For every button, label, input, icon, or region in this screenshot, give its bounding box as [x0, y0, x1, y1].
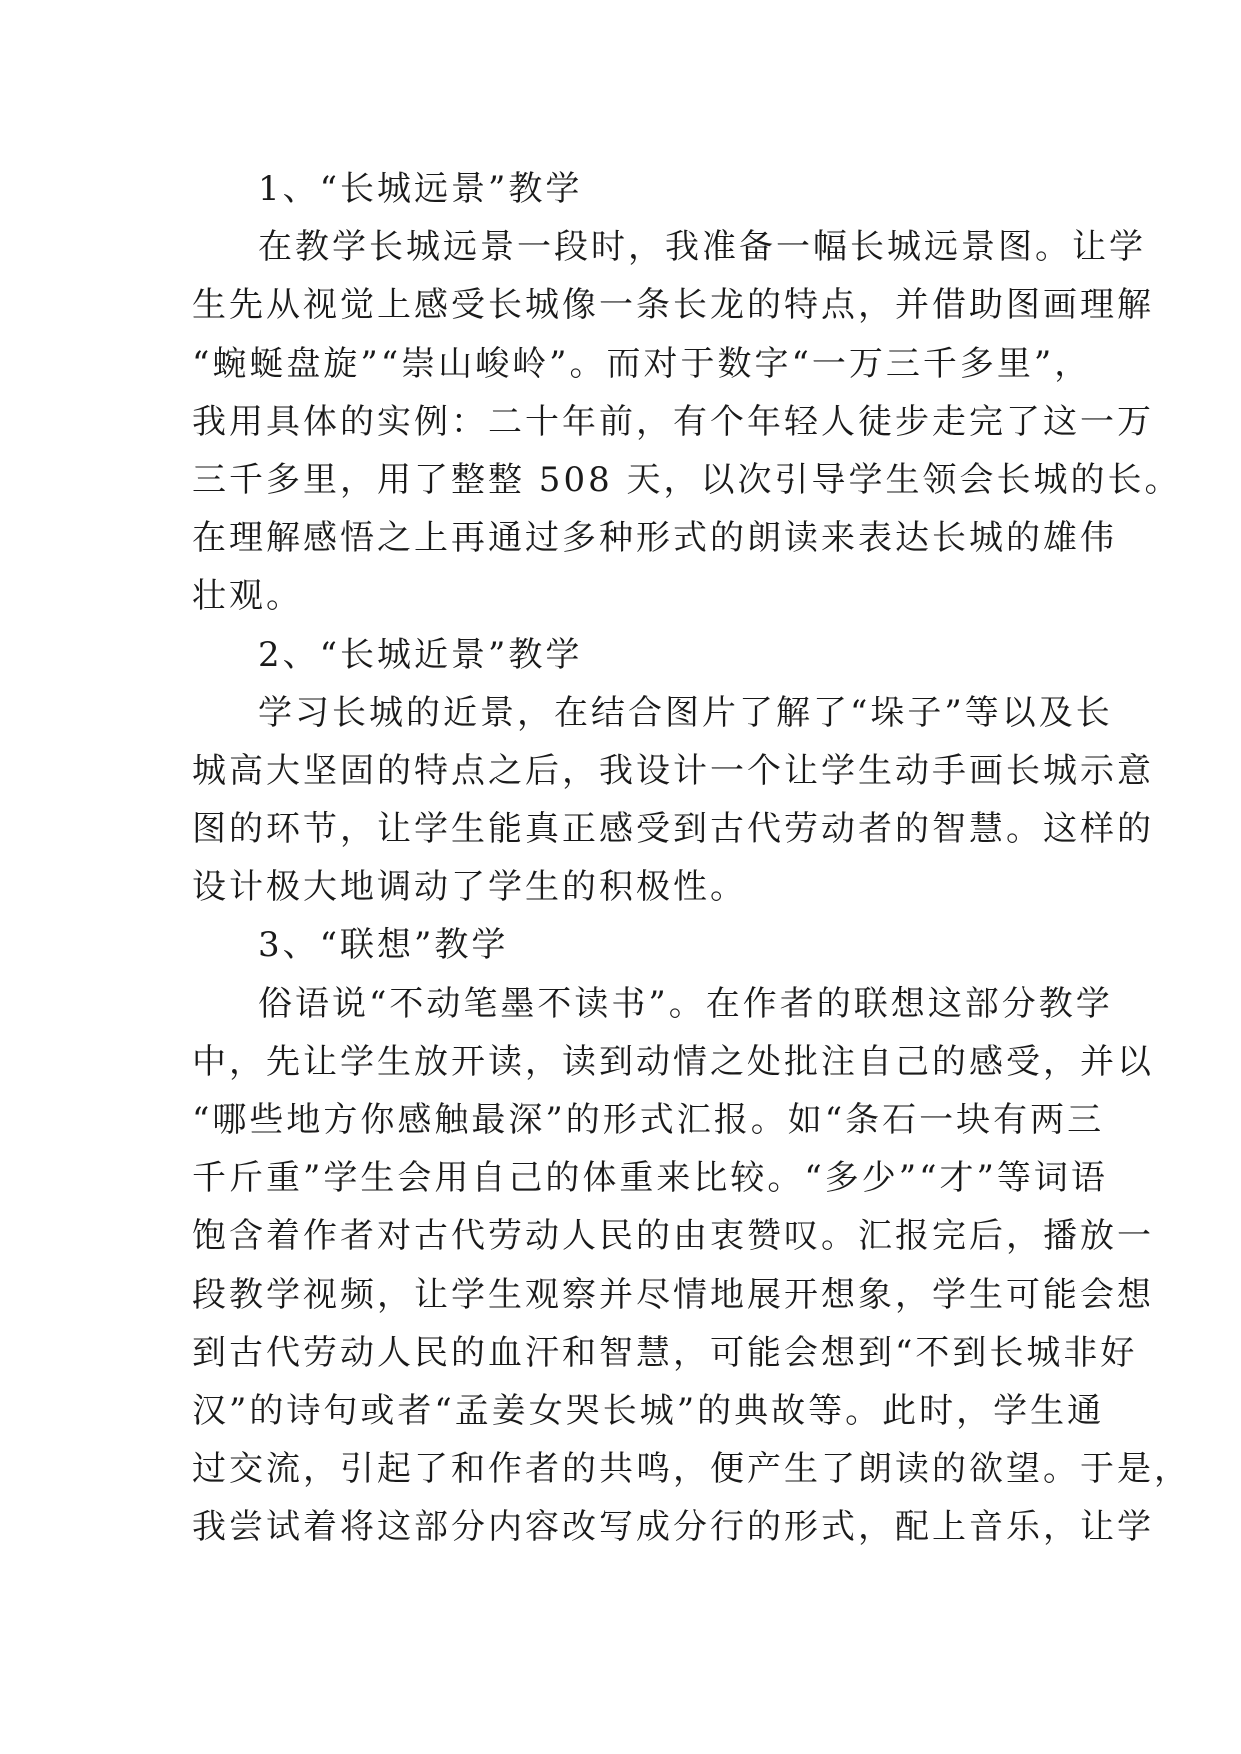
text-line: 汉”的诗句或者“孟姜女哭长城”的典故等。此时，学生通 — [192, 1390, 1105, 1431]
text-line: 2、“长城近景”教学 — [258, 634, 583, 675]
text-line: “哪些地方你感触最深”的形式汇报。如“条石一块有两三 — [192, 1100, 1105, 1140]
document-body — [192, 160, 1191, 1557]
text-line: 设计极大地调动了学生的积极性。 — [192, 867, 747, 908]
text-line: “蜿蜒盘旋”“崇山峻岭”。而对于数字“一万三千多里”， — [192, 343, 1092, 384]
text-line: 过交流，引起了和作者的共鸣，便产生了朗读的欲望。于是， — [192, 1449, 1191, 1490]
text-line: 城高大坚固的特点之后，我设计一个让学生动手画长城示意 — [192, 750, 1154, 791]
text-line: 生先从视觉上感受长城像一条长龙的特点，并借助图画理解 — [192, 285, 1154, 326]
text-line: 三千多里，用了整整 508 天，以次引导学生领会长城的长。 — [192, 459, 1182, 500]
text-line: 到古代劳动人民的血汗和智慧，可能会想到“不到长城非好 — [192, 1332, 1138, 1373]
text-line: 在教学长城远景一段时，我准备一幅长城远景图。让学 — [258, 227, 1146, 268]
text-line: 壮观。 — [192, 576, 303, 617]
text-line: 俗语说“不动笔墨不读书”。在作者的联想这部分教学 — [258, 983, 1113, 1024]
text-line: 我用具体的实例：二十年前，有个年轻人徒步走完了这一万 — [192, 401, 1154, 442]
text-line: 饱含着作者对古代劳动人民的由衷赞叹。汇报完后，播放一 — [192, 1216, 1154, 1257]
text-line: 图的环节，让学生能真正感受到古代劳动者的智慧。这样的 — [192, 809, 1154, 850]
text-line: 1、“长城远景”教学 — [258, 169, 583, 209]
text-line: 中，先让学生放开读，读到动情之处批注自己的感受，并以 — [192, 1041, 1154, 1082]
text-line: 在理解感悟之上再通过多种形式的朗读来表达长城的雄伟 — [192, 518, 1117, 559]
text-line: 3、“联想”教学 — [258, 925, 509, 966]
text-line: 千斤重”学生会用自己的体重来比较。“多少”“才”等词语 — [192, 1158, 1108, 1199]
text-line: 段教学视频，让学生观察并尽情地展开想象，学生可能会想 — [192, 1274, 1154, 1315]
text-line: 学习长城的近景，在结合图片了解了“垛子”等以及长 — [258, 692, 1113, 733]
text-line: 我尝试着将这部分内容改写成分行的形式，配上音乐，让学 — [192, 1507, 1154, 1548]
